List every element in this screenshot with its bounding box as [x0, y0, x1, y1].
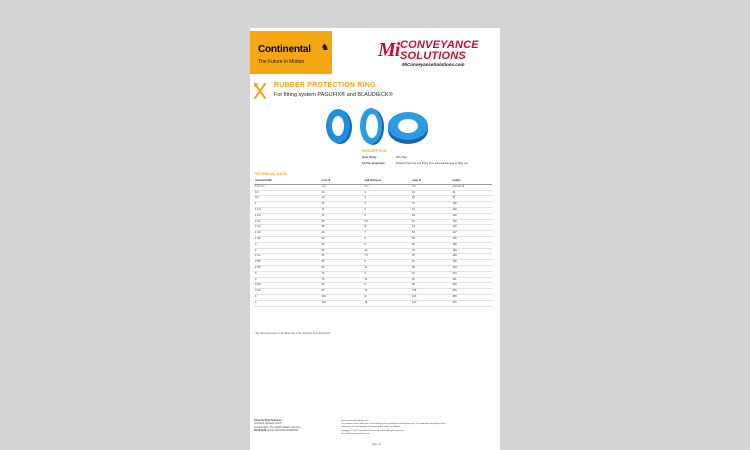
table-cell: 8: [363, 260, 411, 266]
table-cell: 118: [411, 294, 451, 300]
table-cell: 54: [411, 231, 451, 237]
table-cell: 369: [452, 294, 493, 300]
table-cell: 13: [321, 190, 364, 196]
table-cell: 3 1/8: [254, 283, 321, 289]
footer-line: For complete information go to: [341, 432, 370, 435]
ring-image-3: [388, 112, 428, 144]
table-cell: 1 1/2: [254, 213, 321, 219]
table-cell: 48: [411, 213, 451, 219]
table-cell: 6.5: [363, 219, 411, 225]
table-cell: 50: [321, 242, 364, 248]
table-cell: 169: [452, 254, 493, 260]
table-cell: 2: [254, 248, 321, 254]
table-cell: 32: [321, 207, 364, 213]
table-cell: 51: [411, 219, 451, 225]
table-cell: 9: [363, 294, 411, 300]
table-cell: 75: [321, 277, 364, 283]
product-subtitle: For fitting system PAGUFIX® and BLAUDIECK®: [274, 92, 393, 98]
table-cell: mm: [321, 184, 364, 190]
table-cell: 80: [321, 289, 364, 295]
table-cell: 91: [411, 271, 451, 277]
table-cell: 2 5/8: [254, 260, 321, 266]
table-cell: 135: [452, 236, 493, 242]
table-cell: 229: [452, 283, 493, 289]
table-cell: 81: [411, 260, 451, 266]
continental-logo-name: Continental: [258, 44, 311, 55]
conveyance-solutions-logo: [374, 37, 494, 71]
table-cell: 13: [363, 277, 411, 283]
table-cell: 315: [452, 300, 493, 306]
description-row: [362, 162, 468, 165]
table-cell: 8: [363, 213, 411, 219]
table-cell: 8: [363, 283, 411, 289]
table-cell: 127: [452, 225, 493, 231]
column-header: nominal width: [254, 179, 321, 184]
table-cell: 65: [452, 196, 493, 202]
table-cell: 1 3/4: [254, 231, 321, 237]
column-header: inner Ø: [321, 179, 364, 184]
mi-logo-mark: Mi: [378, 39, 400, 61]
table-cell: 4: [363, 190, 411, 196]
ring-image-1: [326, 109, 352, 144]
column-header: wall thickness: [363, 179, 411, 184]
table-cell: 1/2: [254, 190, 321, 196]
document-page: [250, 28, 500, 450]
table-cell: 129: [452, 213, 493, 219]
table-cell: 100: [321, 300, 364, 306]
table-cell: 25: [321, 202, 364, 208]
table-cell: 2: [254, 242, 321, 248]
description-row: [362, 156, 407, 159]
table-cell: 66: [411, 242, 451, 248]
table-cell: 7: [363, 231, 411, 237]
product-title: RUBBER PROTECTION RING: [274, 82, 376, 89]
table-cell: 63: [321, 254, 364, 260]
table-cell: 40: [321, 231, 364, 237]
product-image-rings: [320, 105, 430, 147]
table-cell: 127: [452, 231, 493, 237]
table-cell: 1: [254, 202, 321, 208]
footer-doc-id: IFS-M-1645 Version 20/11/2019 2020/09/18: [254, 430, 299, 433]
footer-line: Copyright © 2019 ContiTech Deutschland GmbH. All rights reserved.: [341, 429, 404, 432]
continental-logo-tagline: The Future in Motion: [258, 59, 305, 65]
table-cell: 80: [321, 283, 364, 289]
table-cell: 1 1/4: [254, 207, 321, 213]
table-cell: 21: [411, 190, 451, 196]
table-cell: 37: [411, 202, 451, 208]
table-footnote: * The dimensions given in the table refer to the respective hose dimensions: [254, 333, 331, 335]
table-cell: 6: [363, 202, 411, 208]
table-cell: 2 1/2: [254, 254, 321, 260]
table-cell: 3/4: [254, 196, 321, 202]
footer-company-block: [254, 420, 301, 434]
table-cell: 65: [321, 265, 364, 271]
table-cell: 3: [254, 277, 321, 283]
table-cell: 120: [452, 219, 493, 225]
table-row: [254, 300, 492, 306]
table-cell: 11: [363, 265, 411, 271]
table-cell: 8: [363, 271, 411, 277]
table-cell: 1 1/2: [254, 225, 321, 231]
conveyance-logo-line1: CONVEYANCE: [400, 39, 479, 51]
table-cell: 8: [363, 225, 411, 231]
table-cell: 100: [321, 294, 364, 300]
table-cell: 249: [452, 289, 493, 295]
footer-website-link[interactable]: www.continental-industry.com: [341, 420, 369, 422]
table-cell: 38: [321, 219, 364, 225]
description-label: Inner lining:: [362, 156, 377, 159]
description-label: Further properties:: [362, 162, 386, 165]
footer-line: Industrial Fluid Solutions: [254, 420, 282, 422]
table-cell: 34: [452, 190, 493, 196]
horse-icon: ♞: [321, 42, 330, 52]
table-cell: gram/pc Ø: [452, 184, 493, 190]
ring-image-2: [360, 108, 384, 145]
footer-line: The content of this publication is not binding and is provided for information only. The trademarks displayed in this: [341, 423, 446, 426]
conveyance-logo-line2: SOLUTIONS: [400, 50, 466, 62]
technical-data-table: [254, 179, 492, 307]
table-cell: 169: [452, 248, 493, 254]
table-cell: 168: [452, 242, 493, 248]
table-cell: 83: [411, 265, 451, 271]
table-cell: inch mm: [254, 184, 321, 190]
table-cell: 75: [321, 271, 364, 277]
table-cell: 2 5/8: [254, 265, 321, 271]
table-cell: 4: [254, 300, 321, 306]
table-cell: 108: [452, 202, 493, 208]
conveyance-logo-url: MiConveyanceSolutions.com: [402, 62, 465, 67]
table-cell: 15: [363, 300, 411, 306]
table-cell: 96: [411, 283, 451, 289]
table-cell: 29: [411, 196, 451, 202]
table-cell: 19: [321, 196, 364, 202]
table-cell: 78: [411, 254, 451, 260]
table-cell: 50: [321, 248, 364, 254]
table-cell: 190: [452, 260, 493, 266]
page-number: Page 1/1: [372, 444, 382, 446]
table-cell: mm: [411, 184, 451, 190]
table-cell: 70: [411, 248, 451, 254]
table-cell: 44: [411, 207, 451, 213]
tools-icon: [254, 83, 266, 99]
table-cell: 164: [452, 265, 493, 271]
footer-line: Continentalstr. 3-5 | 34497 Korbach, Germany: [254, 426, 301, 429]
table-cell: 3: [254, 271, 321, 277]
table-cell: mm: [363, 184, 411, 190]
table-cell: 130: [411, 300, 451, 306]
technical-data-heading: TECHNICAL DATA: [254, 172, 287, 176]
description-value: NR / blue: [396, 156, 407, 159]
table-cell: 40: [321, 236, 364, 242]
table-cell: 10: [363, 248, 411, 254]
table-cell: 65: [321, 260, 364, 266]
table-cell: 7.5: [363, 254, 411, 260]
table-cell: 9: [363, 236, 411, 242]
table-cell: 14: [363, 289, 411, 295]
table-cell: 1 3/4: [254, 236, 321, 242]
column-header: weight: [452, 179, 493, 184]
table-cell: 108: [411, 289, 451, 295]
table-cell: 274: [452, 271, 493, 277]
continental-logo: [250, 31, 332, 74]
table-cell: 118: [452, 207, 493, 213]
table-cell: 211: [452, 277, 493, 283]
table-cell: 4: [254, 294, 321, 300]
table-cell: 6: [363, 207, 411, 213]
footer-legal-block: [341, 420, 491, 436]
table-cell: 54: [411, 225, 451, 231]
description-heading: DESCRIPTION: [362, 149, 387, 153]
table-cell: 3 1/8: [254, 289, 321, 295]
description-value: Protects the hose and fitting from external damage or daily use: [396, 162, 469, 165]
table-cell: 8: [363, 242, 411, 248]
table-cell: 38: [321, 225, 364, 231]
footer-line: publication are the property of Continental AG and/or its affiliates.: [341, 426, 401, 429]
table-cell: 58: [411, 236, 451, 242]
table-cell: 32: [321, 213, 364, 219]
table-cell: 5: [363, 196, 411, 202]
column-header: outer Ø: [411, 179, 451, 184]
table-cell: 95: [411, 277, 451, 283]
footer-line: ContiTech Schlauch GmbH: [254, 423, 282, 426]
table-cell: 1 1/2: [254, 219, 321, 225]
